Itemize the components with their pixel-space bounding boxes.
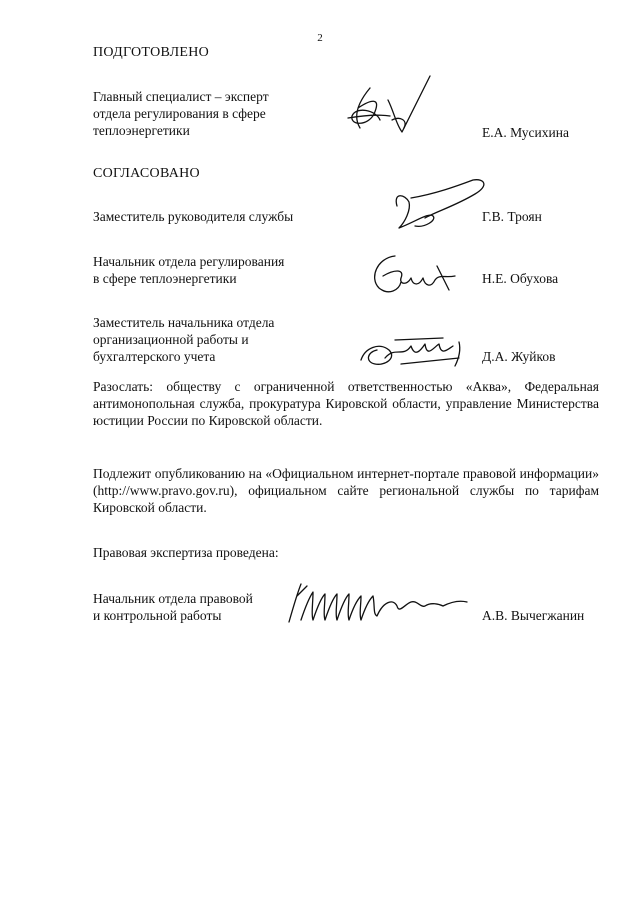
signature-musikhina bbox=[330, 70, 440, 140]
prepared-position-line-2: отдела регулирования в сфере bbox=[93, 106, 266, 121]
page-number: 2 bbox=[317, 32, 323, 44]
signer-3-position-line-1: Заместитель начальника отдела bbox=[93, 315, 275, 330]
signature-troyan bbox=[385, 172, 495, 232]
prepared-signer-name: Е.А. Мусихина bbox=[482, 125, 569, 140]
signer-1-name: Г.В. Троян bbox=[482, 209, 542, 224]
signature-obukhova bbox=[365, 248, 465, 298]
prepared-position-line-3: теплоэнергетики bbox=[93, 123, 190, 138]
signer-3-position-line-2: организационной работы и bbox=[93, 332, 249, 347]
prepared-position-line-1: Главный специалист – эксперт bbox=[93, 89, 269, 104]
legal-review-position-line-1: Начальник отдела правовой bbox=[93, 591, 253, 606]
publication-notice: Подлежит опубликованию на «Официальном интернет-портале правовой информации» (http://www.pravo.gov.ru), официальном сайте региональной службы по тарифам Кировской области. bbox=[93, 466, 599, 515]
signer-3-position-line-3: бухгалтерского учета bbox=[93, 349, 216, 364]
prepared-heading: ПОДГОТОВЛЕНО bbox=[93, 45, 210, 60]
legal-review-statement: Правовая экспертиза проведена: bbox=[93, 545, 279, 560]
distribution-list: Разослать: обществу с ограниченной ответственностью «Аква», Федеральная антимонопольная служба, прокуратура Кировской области, управление Министерства юстиции России по Кировской области. bbox=[93, 379, 599, 428]
signer-3-name: Д.А. Жуйков bbox=[482, 349, 556, 364]
signer-2-position-line-2: в сфере теплоэнергетики bbox=[93, 271, 237, 286]
legal-review-signer-name: А.В. Вычегжанин bbox=[482, 608, 585, 623]
legal-review-position-line-2: и контрольной работы bbox=[93, 608, 222, 623]
signer-1-position: Заместитель руководителя службы bbox=[93, 209, 294, 224]
agreed-heading: СОГЛАСОВАНО bbox=[93, 166, 200, 181]
signature-vychegzhanin bbox=[283, 580, 473, 626]
signer-2-name: Н.Е. Обухова bbox=[482, 271, 559, 286]
signature-zhuykov bbox=[355, 328, 475, 372]
signer-2-position-line-1: Начальник отдела регулирования bbox=[93, 254, 285, 269]
